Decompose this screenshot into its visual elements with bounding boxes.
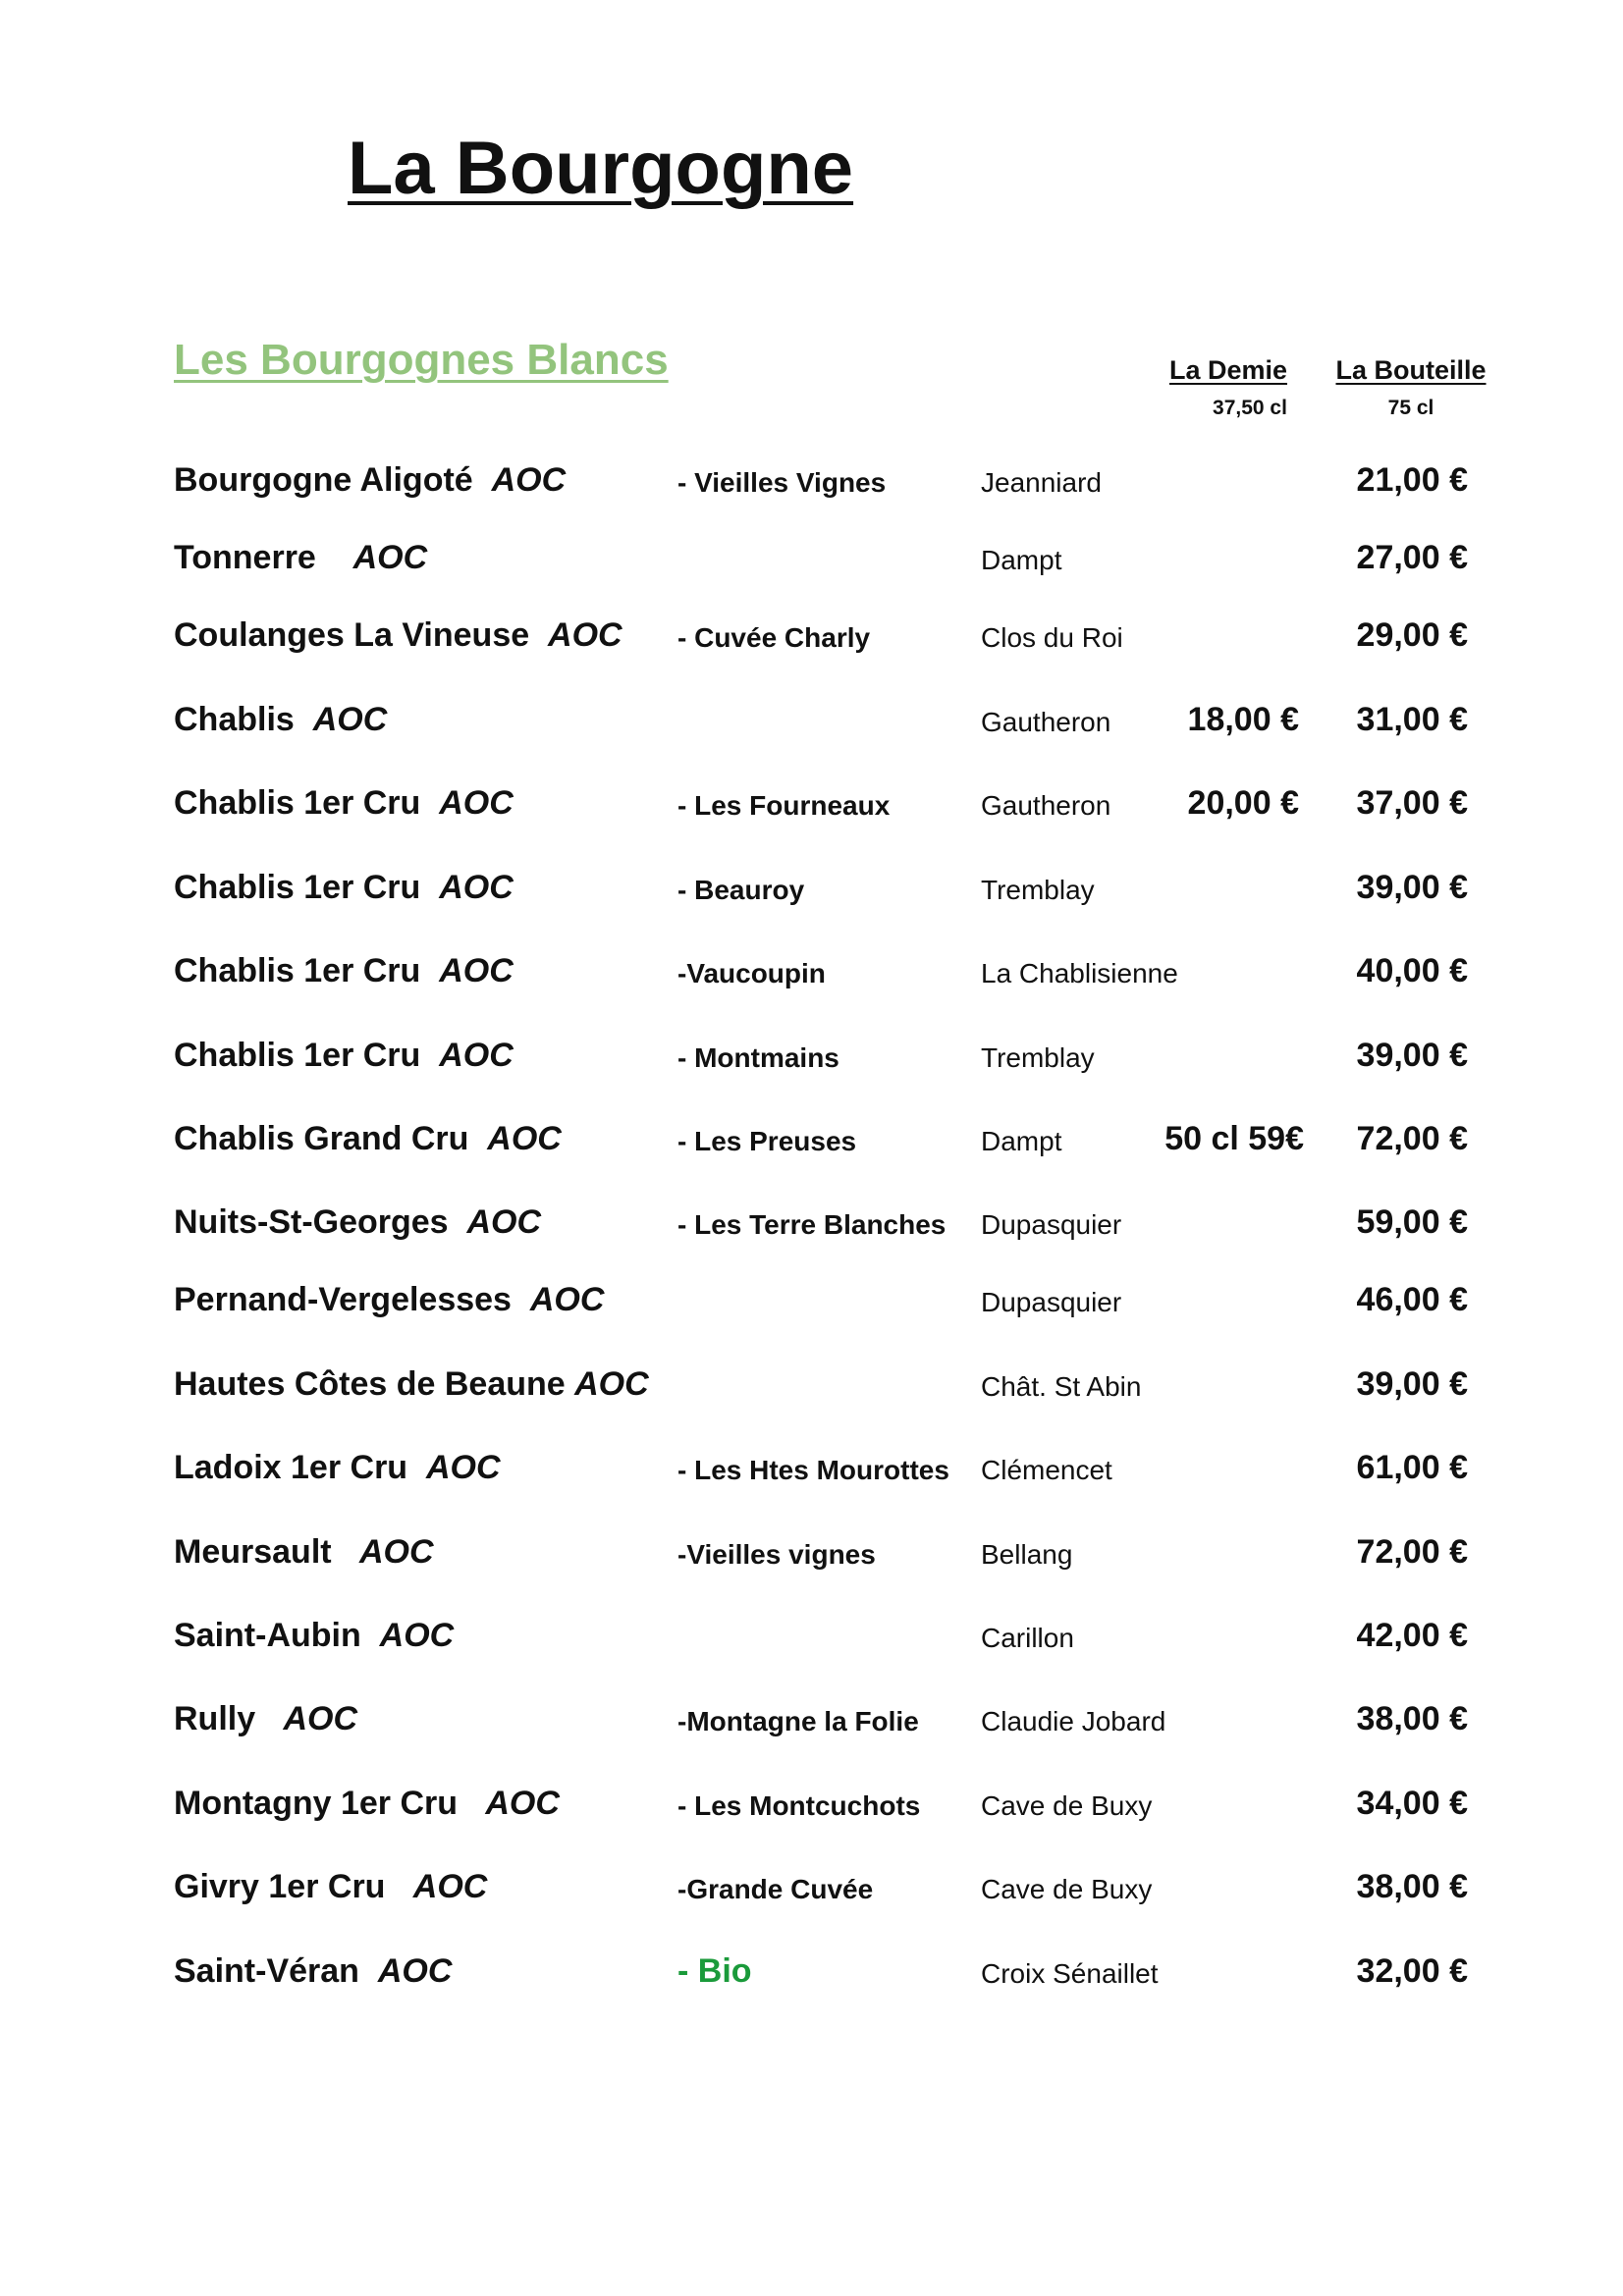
wine-name [174,1952,452,1991]
wine-aoc-label: AOC [487,1120,562,1157]
wine-cuvee: - Les Preuses [677,1126,857,1156]
wine-name [174,461,566,500]
column-header-demie: La Demie [1168,355,1288,385]
column-volume-demie: 37,50 cl [1213,397,1287,419]
wine-row [0,1281,1623,1340]
wine-aoc-label: AOC [574,1365,649,1403]
wine-appellation: Chablis Grand Cru [174,1120,488,1157]
wine-aoc-label: AOC [439,869,514,906]
wine-row [0,1533,1623,1592]
wine-name [174,952,514,990]
price-bouteille: 42,00 € [1356,1617,1468,1654]
wine-aoc-label: AOC [439,1037,514,1074]
wine-aoc-label: AOC [425,1449,501,1486]
wine-aoc-label: AOC [439,784,514,822]
wine-row [0,1120,1623,1179]
wine-cuvee: - Les Terre Blanches [677,1209,947,1240]
price-bouteille: 34,00 € [1356,1785,1468,1822]
wine-aoc-label: AOC [529,1281,605,1318]
wine-row [0,1449,1623,1508]
wine-row [0,1868,1623,1927]
wine-row [0,1037,1623,1095]
price-bouteille: 39,00 € [1356,1037,1468,1074]
wine-producer: Cave de Buxy [981,1790,1153,1821]
wine-appellation: Chablis [174,701,313,738]
wine-row [0,539,1623,598]
wine-appellation: Chablis 1er Cru [174,952,440,989]
wine-aoc-label: AOC [377,1952,453,1990]
wine-producer: Gautheron [981,790,1111,821]
wine-row [0,616,1623,675]
wine-cuvee: - Montmains [677,1042,839,1073]
wine-row [0,869,1623,928]
price-bouteille: 27,00 € [1356,539,1468,576]
price-bouteille: 37,00 € [1356,784,1468,822]
wine-cuvee: - Bio [677,1952,752,1990]
wine-row [0,1617,1623,1676]
wine-appellation: Saint-Aubin [174,1617,380,1654]
page-title: La Bourgogne [348,127,854,210]
wine-appellation: Ladoix 1er Cru [174,1449,426,1486]
wine-aoc-label: AOC [548,616,622,654]
price-bouteille: 46,00 € [1356,1281,1468,1318]
wine-row [0,952,1623,1011]
wine-name [174,784,514,823]
wine-appellation: Tonnerre [174,539,353,576]
wine-producer: Dampt [981,545,1062,575]
wine-cuvee: -Vieilles vignes [677,1539,876,1570]
wine-name [174,1449,501,1487]
wine-cuvee: - Vieilles Vignes [677,467,887,498]
wine-producer: Dupasquier [981,1209,1122,1240]
wine-cuvee: - Les Montcuchots [677,1790,921,1821]
wine-aoc-label: AOC [283,1700,358,1737]
wine-row [0,1952,1623,2011]
wine-row [0,461,1623,520]
price-bouteille: 38,00 € [1356,1700,1468,1737]
wine-producer: Cave de Buxy [981,1874,1153,1904]
wine-cuvee: -Montagne la Folie [677,1706,919,1736]
price-demie: 18,00 € [1187,701,1299,738]
price-demie: 50 cl 59€ [1164,1120,1304,1157]
wine-name [174,1203,541,1242]
price-bouteille: 72,00 € [1356,1120,1468,1157]
wine-row [0,1700,1623,1759]
price-bouteille: 72,00 € [1356,1533,1468,1571]
wine-producer: Jeanniard [981,467,1102,498]
wine-aoc-label: AOC [379,1617,455,1654]
wine-appellation: Bourgogne Aligoté [174,461,492,499]
wine-name [174,539,427,577]
price-bouteille: 29,00 € [1356,616,1468,654]
wine-cuvee: -Grande Cuvée [677,1874,874,1904]
wine-producer: Bellang [981,1539,1073,1570]
wine-cuvee: -Vaucoupin [677,958,826,988]
wine-cuvee: - Les Htes Mourottes [677,1455,949,1485]
wine-row [0,784,1623,843]
wine-name [174,1785,560,1823]
price-bouteille: 31,00 € [1356,701,1468,738]
wine-appellation: Hautes Côtes de Beaune [174,1365,575,1403]
wine-cuvee: - Beauroy [677,875,805,905]
wine-cuvee: - Les Fourneaux [677,790,891,821]
wine-name [174,1037,514,1075]
wine-producer: Chât. St Abin [981,1371,1142,1402]
wine-appellation: Chablis 1er Cru [174,1037,440,1074]
price-bouteille: 40,00 € [1356,952,1468,989]
price-bouteille: 32,00 € [1356,1952,1468,1990]
wine-cuvee: - Cuvée Charly [677,622,871,653]
section-title: Les Bourgognes Blancs [174,336,669,384]
wine-name [174,1533,434,1572]
wine-name [174,1365,649,1404]
wine-appellation: Chablis 1er Cru [174,784,440,822]
wine-appellation: Nuits-St-Georges [174,1203,467,1241]
wine-producer: Clémencet [981,1455,1112,1485]
wine-producer: Carillon [981,1623,1074,1653]
wine-name [174,616,622,655]
wine-appellation: Chablis 1er Cru [174,869,440,906]
wine-producer: Tremblay [981,875,1095,905]
wine-name [174,1700,357,1738]
wine-producer: Clos du Roi [981,622,1123,653]
wine-row [0,701,1623,760]
wine-name [174,1120,562,1158]
price-bouteille: 21,00 € [1356,461,1468,499]
wine-aoc-label: AOC [485,1785,560,1822]
wine-producer: Gautheron [981,707,1111,737]
wine-name [174,1868,487,1906]
wine-row [0,1785,1623,1843]
price-demie: 20,00 € [1187,784,1299,822]
wine-producer: La Chablisienne [981,958,1178,988]
wine-row [0,1365,1623,1424]
column-volume-bouteille: 75 cl [1387,397,1434,419]
wine-appellation: Montagny 1er Cru [174,1785,486,1822]
wine-appellation: Givry 1er Cru [174,1868,413,1905]
wine-name [174,1281,604,1319]
wine-producer: Dampt [981,1126,1062,1156]
wine-row [0,1203,1623,1262]
wine-name [174,869,514,907]
price-bouteille: 61,00 € [1356,1449,1468,1486]
wine-appellation: Rully [174,1700,284,1737]
wine-aoc-label: AOC [312,701,388,738]
wine-appellation: Saint-Véran [174,1952,378,1990]
wine-aoc-label: AOC [466,1203,542,1241]
wine-producer: Dupasquier [981,1287,1122,1317]
wine-producer: Claudie Jobard [981,1706,1166,1736]
wine-producer: Croix Sénaillet [981,1958,1159,1989]
wine-producer: Tremblay [981,1042,1095,1073]
wine-aoc-label: AOC [412,1868,488,1905]
column-header-bouteille: La Bouteille [1335,355,1487,385]
price-bouteille: 39,00 € [1356,1365,1468,1403]
wine-aoc-label: AOC [352,539,428,576]
price-bouteille: 39,00 € [1356,869,1468,906]
wine-appellation: Meursault [174,1533,359,1571]
wine-appellation: Pernand-Vergelesses [174,1281,530,1318]
price-bouteille: 59,00 € [1356,1203,1468,1241]
wine-aoc-label: AOC [491,461,567,499]
price-bouteille: 38,00 € [1356,1868,1468,1905]
wine-aoc-label: AOC [439,952,514,989]
wine-name [174,701,387,739]
wine-aoc-label: AOC [358,1533,434,1571]
wine-appellation: Coulanges La Vineuse [174,616,549,654]
wine-name [174,1617,454,1655]
